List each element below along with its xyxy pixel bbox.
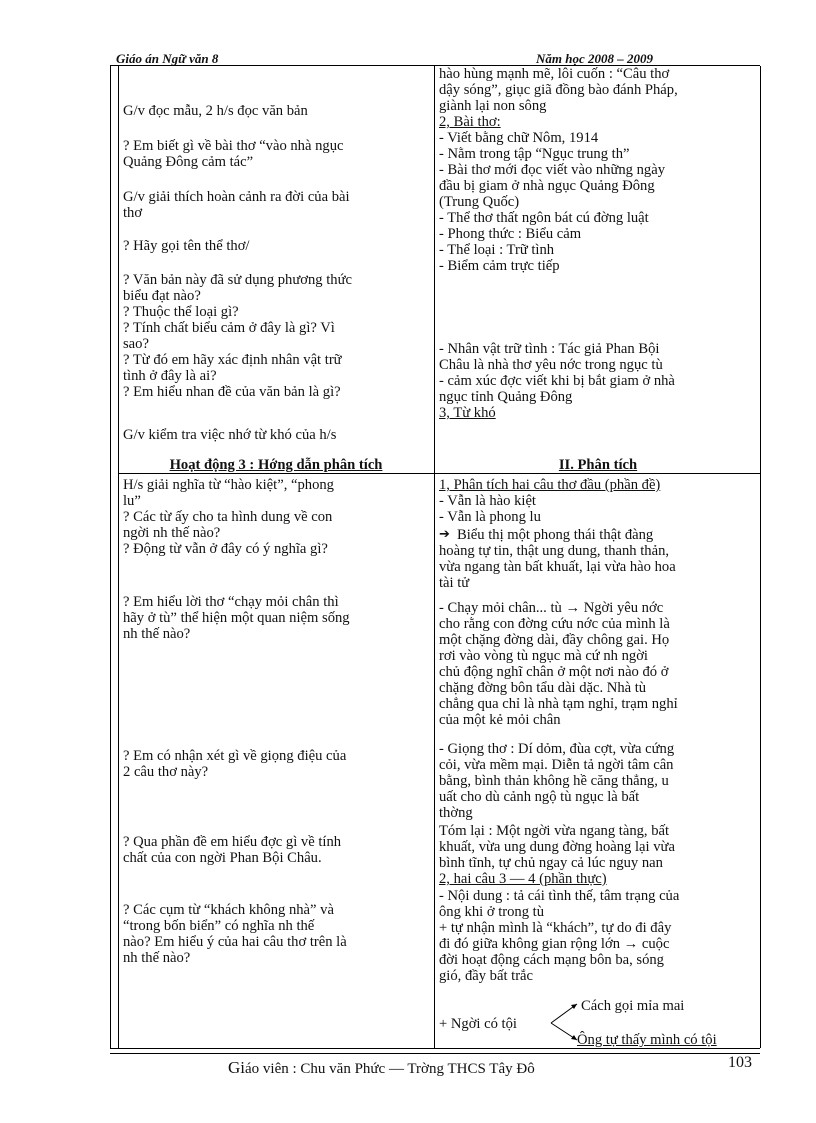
- page-number: 103: [728, 1054, 752, 1071]
- left-paragraph: ? Em có nhận xét gì về giọng điệu của 2 câu thơ này?: [123, 748, 347, 780]
- left-paragraph: ? Văn bản này đã sử dụng phương thức biểu đạt nào? ? Thuộc thể loại gì? ? Tính chất biểu cảm ở đây là gì? Vì sao? ? Từ đó em hãy xác định nhân vật trữ tình ở đây là ai? ? Em hiểu nhan đề của văn bản là gì?: [123, 272, 352, 400]
- right-subheading: 2, Bài thơ:: [439, 114, 501, 130]
- right-paragraph: Biểu thị một phong thái thật đàng hoàng tự tin, thật ung dung, thanh thản, vừa ngang tàn bất khuất, lại vừa hào hoa tài tử: [439, 527, 676, 591]
- right-paragraph: Tóm lại : Một ngời vừa ngang tàng, bất khuất, vừa ung dung đờng hoàng lại vừa bình tĩnh, tự chủ ngay cả lúc nguy nan: [439, 823, 675, 871]
- left-paragraph: ? Em hiểu lời thơ “chạy mỏi chân thì hãy ở tù” thể hiện một quan niệm sống nh thế nào?: [123, 594, 350, 642]
- right-subheading: 2, hai câu 3 — 4 (phần thực): [439, 871, 607, 887]
- left-paragraph: ? Qua phần đề em hiểu đợc gì về tính chất của con ngời Phan Bội Châu.: [123, 834, 342, 866]
- row-divider: [118, 473, 434, 474]
- branch-lower-label: Ông tự thấy mình có tội: [577, 1032, 717, 1048]
- left-section-heading: Hoạt động 3 : Hớng dẫn phân tích: [169, 457, 383, 473]
- right-paragraph: - Nội dung : tả cái tình thế, tâm trạng của ông khi ở trong tù + tự nhận mình là “khách”, tự do đi đây đi đó giữa không gian rộng lớn → cuộc đời hoạt động cách mạng bôn ba, sóng gió, đầy bất trắc: [439, 888, 680, 984]
- branch-root: + Ngời có tội: [439, 1016, 517, 1032]
- table-left-border: [110, 66, 111, 1048]
- table-bottom-border: [110, 1048, 760, 1049]
- table-right-border: [760, 66, 761, 1048]
- left-paragraph: G/v kiểm tra việc nhớ từ khó của h/s: [123, 427, 337, 443]
- left-paragraph: H/s giải nghĩa từ “hào kiệt”, “phong lu” ? Các từ ấy cho ta hình dung về con ngời nh thế nào? ? Động từ vẫn ở đây có ý nghĩa gì?: [123, 477, 334, 557]
- row-divider-right: [434, 473, 760, 474]
- left-paragraph: G/v giải thích hoàn cảnh ra đời của bài thơ: [123, 189, 350, 221]
- right-paragraph: - Giọng thơ : Dí dỏm, đùa cợt, vừa cứng cỏi, vừa mềm mại. Diễn tả ngời tâm cân bằng, bình thản không hề căng thẳng, u uất cho dù cảnh ngộ tù ngục là bất thờng: [439, 741, 675, 821]
- right-subheading: 3, Từ khó: [439, 405, 496, 421]
- left-paragraph: ? Các cụm từ “khách không nhà” và “trong bốn biển” có nghĩa nh thế nào? Em hiểu ý của hai câu thơ trên là nh thế nào?: [123, 902, 347, 966]
- table-middle-border: [434, 66, 435, 1048]
- footer-prefix: Gi: [228, 1058, 245, 1077]
- right-paragraph: - Chạy mỏi chân... tù → Ngời yêu nớc cho rằng con đờng cứu nớc của mình là một chặng đờng dài, đầy chông gai. Họ rơi vào vòng tù ngục mà cứ nh ngời chủ động nghĩ chân ở một nơi nào đó ở chặng đờng bôn tẩu dài dặc. Nhà tù chẳng qua chỉ là nhà tạm nghỉ, trạm nghỉ của một kẻ mỏi chân: [439, 600, 678, 728]
- left-paragraph: ? Em biết gì về bài thơ “vào nhà ngục Quảng Đông cảm tác”: [123, 138, 344, 170]
- right-paragraph: - Vẫn là hào kiệt - Vẫn là phong lu: [439, 493, 541, 525]
- arrow-icon: ➔: [439, 527, 450, 542]
- right-section-heading: II. Phân tích: [558, 457, 638, 473]
- footer-rule: [110, 1053, 760, 1054]
- left-paragraph: ? Hãy gọi tên thể thơ/: [123, 238, 250, 254]
- header-subject: Giáo án Ngữ văn 8: [116, 51, 219, 66]
- right-paragraph: - Viết bằng chữ Nôm, 1914 - Nằm trong tập “Ngục trung th” - Bài thơ mới đọc viết vào những ngày đầu bị giam ở nhà ngục Quảng Đông (Trung Quốc) - Thể thơ thất ngôn bát cú đờng luật - Phong thức : Biểu cảm - Thể loại : Trữ tình - Biểm cảm trực tiếp: [439, 130, 665, 274]
- right-subheading: 1, Phân tích hai câu thơ đầu (phần đề): [439, 477, 661, 493]
- branch-upper-label: Cách gọi mỉa mai: [581, 998, 685, 1014]
- header-school-year: Năm học 2008 – 2009: [536, 51, 653, 66]
- right-paragraph: - Nhân vật trữ tình : Tác giả Phan Bội Châu là nhà thơ yêu nớc trong ngục tù - cảm xúc đợc viết khi bị bắt giam ở nhà ngục tỉnh Quảng Đông: [439, 341, 675, 405]
- table-left-border-inner: [118, 66, 119, 1048]
- left-paragraph: G/v đọc mẫu, 2 h/s đọc văn bản: [123, 103, 308, 119]
- right-paragraph: hào hùng mạnh mẽ, lôi cuốn : “Câu thơ dậy sóng”, giục giã đồng bào đánh Pháp, giành lại non sông: [439, 66, 678, 114]
- footer-text: áo viên : Chu văn Phức — Trờng THCS Tây Đô: [245, 1061, 535, 1077]
- footer-teacher-line: [228, 1058, 535, 1078]
